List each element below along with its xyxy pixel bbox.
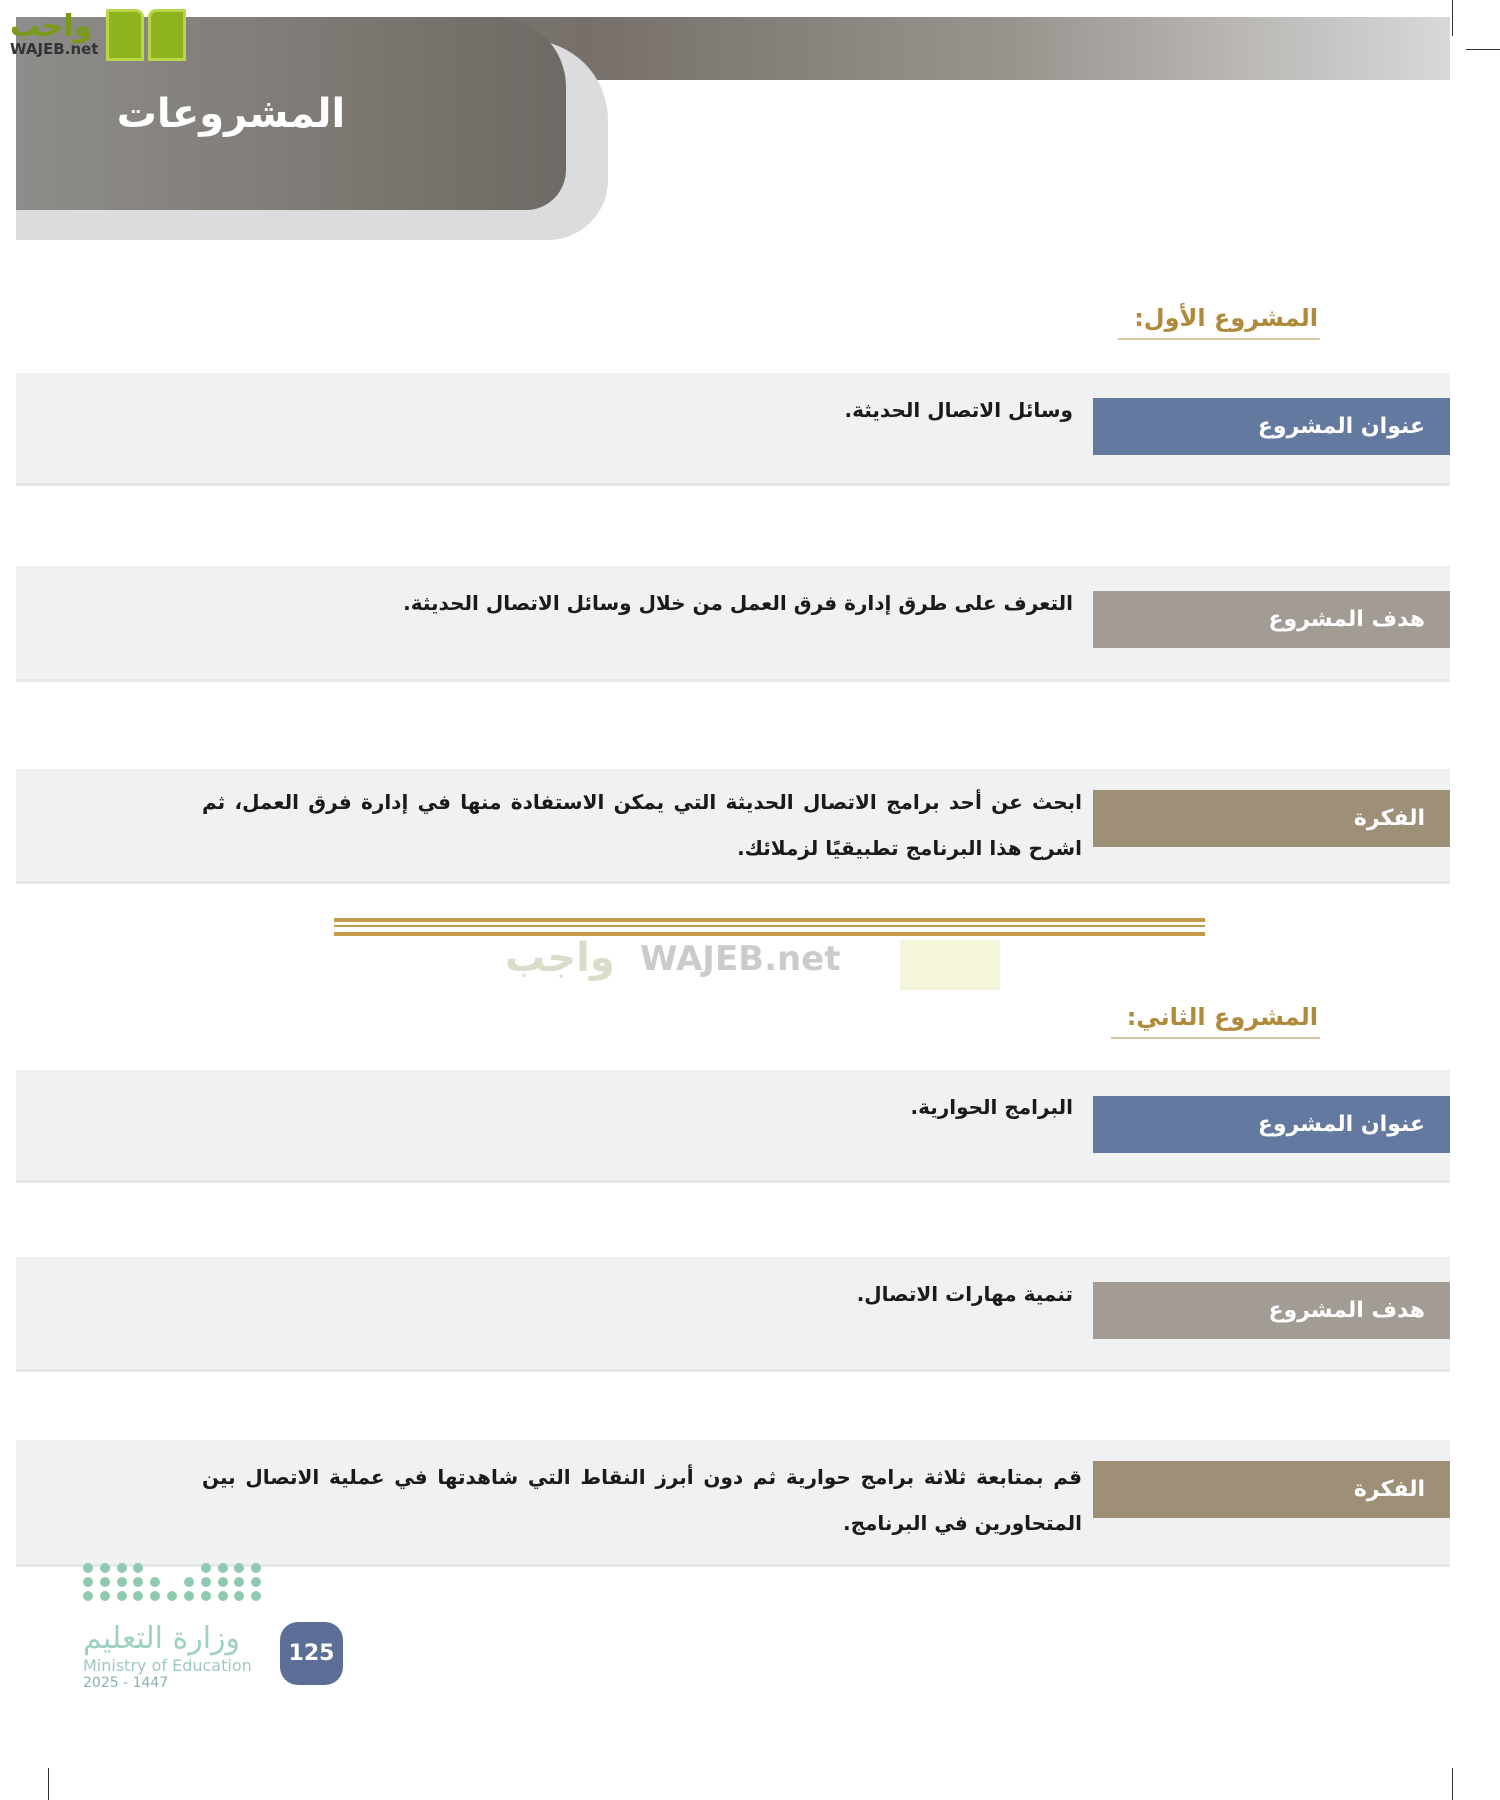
- row-text: وسائل الاتصال الحديثة.: [844, 398, 1073, 422]
- project-2-goal-row: [16, 1257, 1450, 1372]
- row-text: تنمية مهارات الاتصال.: [856, 1282, 1073, 1306]
- row-text: ابحث عن أحد برامج الاتصال الحديثة التي يمكن الاستفادة منها في إدارة فرق العمل، ثم اشرح هذا البرنامج تطبيقيًا لزملائك.: [202, 790, 1082, 860]
- row-label: عنوان المشروع: [1093, 1096, 1450, 1153]
- project-1-title-row: [16, 373, 1450, 486]
- row-label: الفكرة: [1093, 790, 1450, 847]
- row-text: قم بمتابعة ثلاثة برامج حوارية ثم دون أبرز النقاط التي شاهدتها في عملية الاتصال بين المتحاورين في البرنامج.: [202, 1465, 1082, 1535]
- project-1-heading: المشروع الأول:: [1118, 304, 1320, 340]
- row-text: البرامج الحوارية.: [910, 1095, 1073, 1119]
- watermark-text-ar: واجب: [505, 935, 615, 981]
- row-label: هدف المشروع: [1093, 591, 1450, 648]
- project-2-title-row: [16, 1070, 1450, 1183]
- crop-mark: [1466, 49, 1500, 50]
- logo-text-en: WAJEB.net: [10, 39, 99, 58]
- page-title: المشروعات: [116, 90, 346, 137]
- logo-text-ar: واجب: [10, 8, 93, 44]
- watermark-text-en: WAJEB.net: [640, 939, 841, 979]
- ministry-name-en: Ministry of Education: [83, 1656, 252, 1675]
- crop-mark: [1452, 0, 1453, 36]
- ministry-dots-icon: [83, 1563, 264, 1601]
- edition-year: 2025 - 1447: [83, 1675, 169, 1691]
- row-text: التعرف على طرق إدارة فرق العمل من خلال وسائل الاتصال الحديثة.: [403, 591, 1073, 615]
- ministry-logo: [83, 1563, 264, 1723]
- page-number: 125: [280, 1622, 343, 1685]
- ministry-name-ar: وزارة التعليم: [83, 1621, 241, 1656]
- crop-mark: [1452, 1768, 1453, 1800]
- section-divider: [334, 918, 1205, 936]
- project-2-idea-row: [16, 1440, 1450, 1567]
- project-1-idea-row: [16, 769, 1450, 884]
- watermark-book: [900, 940, 1000, 990]
- crop-mark: [48, 1768, 49, 1800]
- project-2-heading: المشروع الثاني:: [1111, 1003, 1320, 1039]
- wajeb-logo: [10, 5, 186, 63]
- book-icon: [106, 5, 186, 63]
- row-label: الفكرة: [1093, 1461, 1450, 1518]
- project-1-goal-row: [16, 566, 1450, 682]
- row-label: عنوان المشروع: [1093, 398, 1450, 455]
- row-label: هدف المشروع: [1093, 1282, 1450, 1339]
